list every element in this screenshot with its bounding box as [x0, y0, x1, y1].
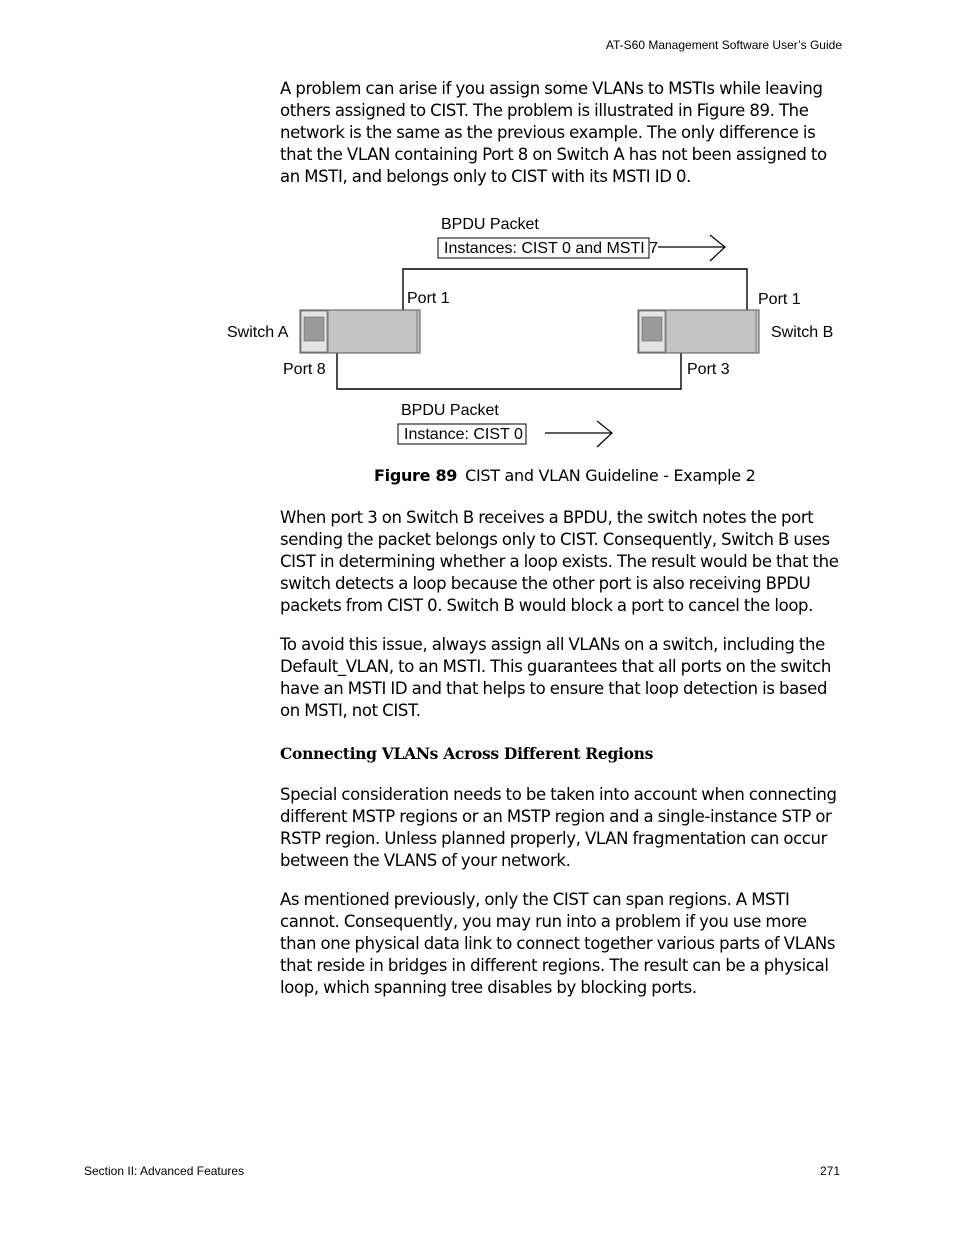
paragraph-intro: A problem can arise if you assign some VLANs to MSTIs while leaving others assigned to CIST. The problem is illustrated in Figure 89. The network is the same as the previous example. The only difference is that the VLAN containing Port 8 on Switch A has not been assigned to an MSTI, and belongs only to CIST with its MSTI ID 0. — [280, 79, 827, 186]
figure-number: Figure 89 — [374, 466, 458, 485]
top-arrow-icon — [658, 235, 725, 261]
top-packet-title: BPDU Packet — [441, 216, 539, 233]
bottom-link-line — [337, 353, 681, 389]
bottom-arrow-icon — [545, 421, 612, 447]
top-packet-instances: Instances: CIST 0 and MSTI 7 — [444, 240, 659, 257]
paragraph-avoid-issue: To avoid this issue, always assign all VLANs on a switch, including the Default_VLAN, to an MSTI. This guarantees that all ports on the switch have an MSTI ID and that helps to ensure that loop detection is based on MSTI, not CIST. — [280, 635, 831, 720]
figure-caption — [374, 466, 755, 485]
switch-a-port8-label: Port 8 — [283, 361, 326, 378]
network-diagram — [220, 205, 840, 455]
switch-b-port1-label: Port 1 — [758, 291, 801, 308]
switch-b-icon — [638, 310, 759, 353]
top-link-line — [403, 269, 747, 311]
bottom-packet-instances: Instance: CIST 0 — [404, 426, 523, 443]
footer-section: Section II: Advanced Features — [84, 1164, 245, 1178]
switch-a-port1-label: Port 1 — [407, 290, 450, 307]
switch-a-icon — [300, 310, 420, 353]
figure-caption-text: CIST and VLAN Guideline - Example 2 — [465, 466, 756, 485]
paragraph-mentioned-previously: As mentioned previously, only the CIST can span regions. A MSTI cannot. Consequently, you may run into a problem if you use more than one physical data link to connect together various parts of VLANs that reside in bridges in different regions. The result can be a physical loop, which spanning tree disables by blocking ports. — [280, 890, 836, 997]
switch-b-label: Switch B — [771, 324, 834, 341]
bottom-packet-title: BPDU Packet — [401, 402, 499, 419]
section-subheading: Connecting VLANs Across Different Regions — [280, 744, 654, 763]
network-diagram-svg — [220, 205, 840, 455]
switch-b-port3-label: Port 3 — [687, 361, 730, 378]
paragraph-special-consideration: Special consideration needs to be taken into account when connecting different MSTP regions or an MSTP region and a single-instance STP or RSTP region. Unless planned properly, VLAN fragmentation can occur between the VLANS of your network. — [280, 785, 837, 870]
switch-a-label: Switch A — [227, 324, 289, 341]
running-header: AT-S60 Management Software User’s Guide — [605, 38, 842, 52]
paragraph-after-figure: When port 3 on Switch B receives a BPDU, the switch notes the port sending the packet belongs only to CIST. Consequently, Switch B uses CIST in determining whether a loop exists. The result would be that the switch detects a loop because the other port is also receiving BPDU packets from CIST 0. Switch B would block a port to cancel the loop. — [280, 508, 839, 615]
footer-page-number: 271 — [819, 1164, 840, 1178]
